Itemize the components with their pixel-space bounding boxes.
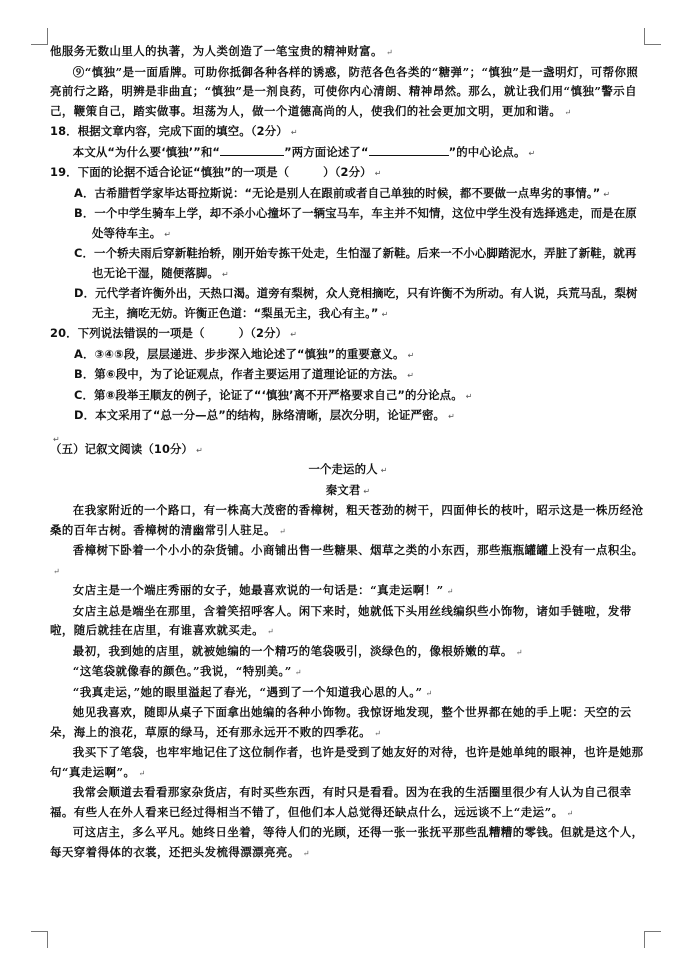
previous-paragraph-end: 他服务无数山里人的执著，为人类创造了一笔宝贵的精神财富。 ↵ — [50, 44, 394, 58]
question-18-fill: 本文从“为什么要‘慎独’”和“ ”两方面论述了“ ”的中心论点。 ↵ — [72, 144, 536, 159]
paragraph-9: ⑨“慎独”是一面盾牌。可助你抵御各种各样的诱惑，防范各色各类的“糖弹”；“慎独”是一盏明灯，可帮你照亮前行之路，明辨是非曲直；“慎独”是一剂良药，可使你内心清朗、精神昂然。那么，就让我们用“慎独”警示自己，鞭策自己，踏实做事。坦荡为人，做一个道德高尚的人，使我们的社会更加文明，更加和谐。 ↵ — [50, 64, 639, 118]
story-paragraph-3: 女店主是一个端庄秀丽的女子，她最喜欢说的一句话是：“真走运啊！” ↵ — [72, 583, 454, 597]
story-paragraph-5: 最初，我到她的店里，就被她编的一个精巧的笔袋吸引，淡绿色的，像根娇嫩的草。 ↵ — [72, 643, 523, 658]
story-paragraph-2: 香樟树下卧着一个小小的杂货铺。小商铺出售一些糖果、烟草之类的小东西，那些瓶瓶罐罐上没有一点积尘。↵ — [53, 543, 644, 576]
story-paragraph-4: 女店主总是端坐在那里，含着笑招呼客人。闲下来时，她就低下头用丝线编织些小饰物，诸如手链啦，发带啦，随后就挂在店里，有谁喜欢就买走。 ↵ — [50, 603, 632, 637]
story-paragraph-8: 她见我喜欢，随即从桌子下面拿出她编的各种小饰物。我惊讶地发现，整个世界都在她的手上呢：天空的云朵，海上的浪花，草原的绿马，还有那永远开不败的四季花。 ↵ — [50, 705, 632, 739]
question-19-option-a: A．古希腊哲学家毕达哥拉斯说：“无论是别人在跟前或者自己单独的时候，都不要做一点卑劣的事情。” ↵ — [74, 185, 611, 200]
crop-mark-bottom-right — [644, 931, 661, 948]
question-20-stem: 20．下列说法错误的一项是（ ）（2分） ↵ — [50, 326, 298, 340]
question-20-option-a: A．③④⑤段，层层递进、步步深入地论述了“慎独”的重要意义。 ↵ — [74, 346, 415, 361]
crop-mark-top-right — [644, 28, 661, 45]
question-19-stem: 19．下面的论据不适合论证“慎独”的一项是（ ）（2分） ↵ — [50, 165, 382, 179]
question-20-option-b: B．第⑥段中，为了论证观点，作者主要运用了道理论证的方法。 ↵ — [74, 367, 415, 381]
story-title: 一个走运的人 ↵ — [308, 462, 388, 476]
story-paragraph-6: “这笔袋就像春的颜色。”我说，“特别美。” ↵ — [72, 664, 302, 678]
story-paragraph-10: 我常会顺道去看看那家杂货店，有时买些东西，有时只是看看。因为在我的生活圈里很少有人认为自己很幸福。有些人在外人看来已经过得相当不错了，但他们本人总觉得还缺点什么，远远谈不上“走运”。 ↵ — [50, 785, 632, 819]
story-paragraph-7: “我真走运，”她的眼里溢起了春光，“遇到了一个知道我心思的人。” ↵ — [72, 684, 433, 699]
question-20-option-c: C．第⑧段举王顺友的例子，论证了“‘慎独’离不开严格要求自己”的分论点。 ↵ — [74, 387, 473, 402]
empty-line: ↵ — [53, 434, 60, 444]
exam-page — [50, 42, 646, 863]
answer-blank-1[interactable] — [220, 145, 284, 156]
section-5-heading: （五）记叙文阅读（10分） ↵ — [50, 441, 203, 456]
question-19-option-d: D．元代学者许衡外出，天热口渴。道旁有梨树，众人竞相摘吃，只有许衡不为所动。有人说，兵荒马乱，梨树无主，摘吃无妨。许衡正色道：“梨虽无主，我心有主。” ↵ — [74, 286, 638, 320]
story-paragraph-9: 我买下了笔袋，也牢牢地记住了这位制作者，也许是受到了她友好的对待，也许是她单纯的眼神，也许是她那句“真走运啊”。 ↵ — [50, 745, 644, 779]
crop-mark-bottom-left — [31, 931, 48, 948]
answer-blank-2[interactable] — [369, 145, 449, 156]
story-paragraph-1: 在我家附近的一个路口，有一株高大茂密的香樟树，粗天苍劲的树干，四面伸长的枝叶，昭示这是一株历经沧桑的百年古树。香樟树的清幽常引人驻足。 ↵ — [50, 503, 644, 537]
crop-mark-top-left — [31, 28, 48, 45]
story-paragraph-11: 可这店主，多么平凡。她终日坐着，等待人们的光顾，还得一张一张抚平那些乱糟糟的零钱。但就是这个人，每天穿着得体的衣裳，还把头发梳得漂漂亮亮。 ↵ — [50, 825, 644, 859]
story-author: 秦文君 ↵ — [325, 482, 371, 497]
question-19-option-b: B．一个中学生骑车上学，却不杀小心撞坏了一辆宝马车，车主并不知情，这位中学生没有选择逃走，而是在原处等待车主。 ↵ — [74, 206, 637, 240]
question-19-option-c: C．一个轿夫雨后穿新鞋抬轿，刚开始专拣干处走，生怕湿了新鞋。后来一不小心脚踏泥水，弄脏了新鞋，就再也无论干湿，随便落脚。 ↵ — [74, 246, 637, 280]
question-18-stem: 18．根据文章内容，完成下面的填空。（2分） ↵ — [50, 124, 298, 138]
question-20-option-d: D．本文采用了“总一分—总”的结构，脉络清晰，层次分明，论证严密。 ↵ — [74, 408, 455, 422]
